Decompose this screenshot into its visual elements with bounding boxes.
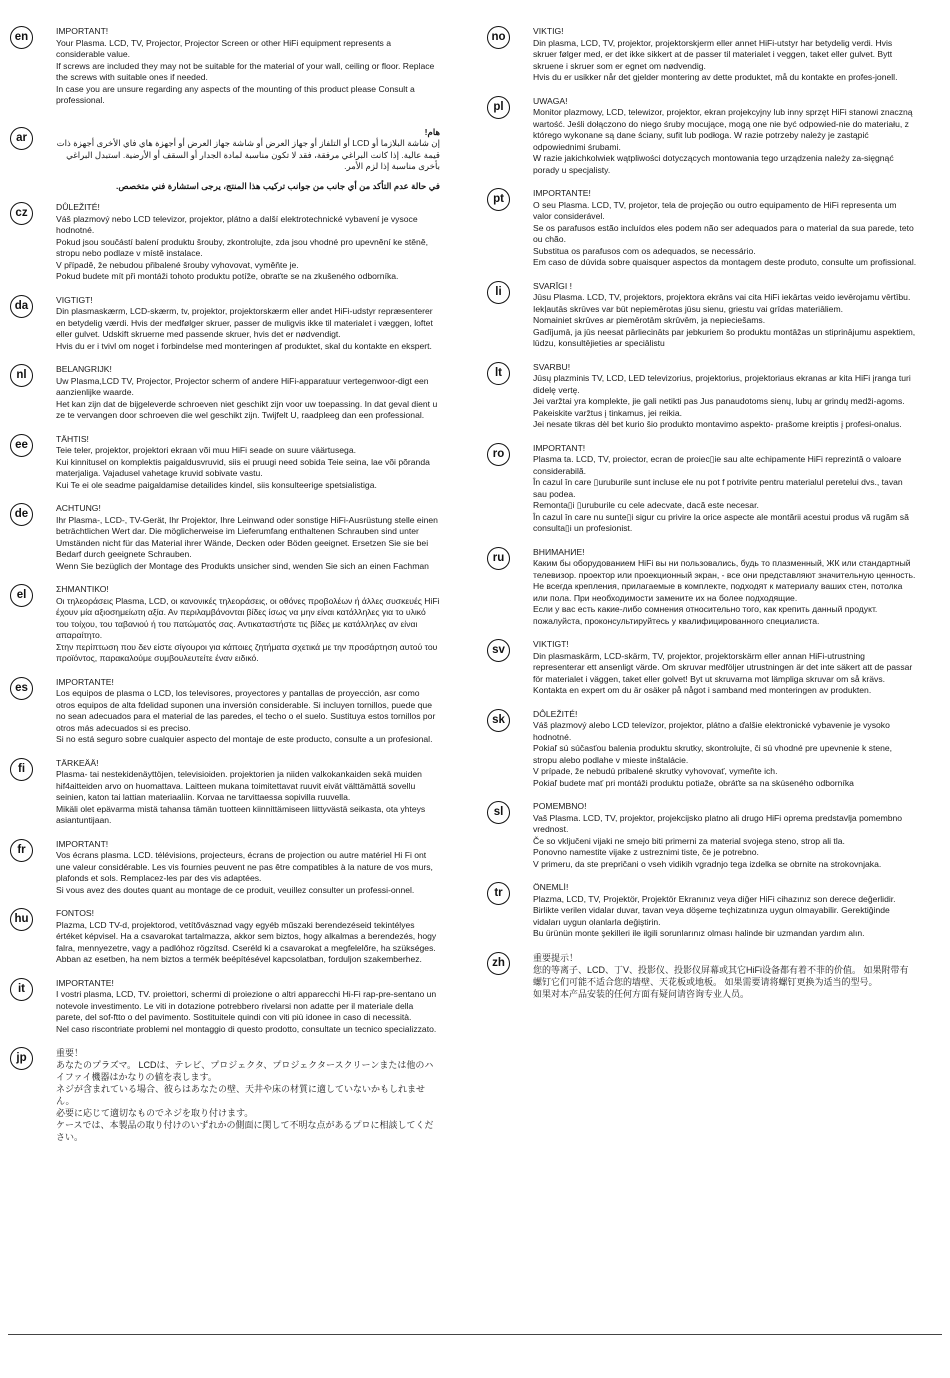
warning-block-hu <box>10 908 440 966</box>
warning-paragraph: Monitor plazmowy, LCD, telewizor, projektor, ekran projekcyjny lub inny sprzęt HiFi stanowi znaczną wartość. Jeśli dołączono do niego śruby mocujące, mogą one nie być odpowied-nie do materiału, z którego wykonane są dane ściany, sufit lub podłoga. W razie potrzeby należy je zastąpić odpowiednimi śrubami. <box>533 107 913 152</box>
warning-text <box>56 503 440 572</box>
warning-paragraph: Het kan zijn dat de bijgeleverde schroeven niet geschikt zijn voor uw toepassing. In dat geval dient u ze te vervangen door schroeven die wel geschikt zijn. Twijfelt U, raadpleeg dan een professional. <box>56 398 438 420</box>
warning-paragraph: Pokiaľ budete mať pri montáži produktu potiaže, obráťte sa na skúseného odborníka <box>533 777 854 788</box>
warning-heading: IMPORTANTE! <box>56 676 114 687</box>
language-code-badge: ee <box>10 434 33 457</box>
warning-block-sv <box>487 639 917 697</box>
warning-text <box>56 839 440 897</box>
warning-paragraph: Wenn Sie bezüglich der Montage des Produkts unsicher sind, wenden Sie sich an einen Fachman <box>56 560 429 571</box>
language-code-badge: fi <box>10 758 33 781</box>
warning-paragraph: Se os parafusos estão incluídos eles podem não ser adequados para o material da sua parede, teto ou chão. <box>533 222 914 244</box>
warning-heading: هام! <box>424 126 440 137</box>
language-code-badge: nl <box>10 364 33 387</box>
warning-heading: DÔLEŽITÉ! <box>533 708 578 719</box>
warning-paragraph: Si vous avez des doutes quant au montage de ce produit, veuillez consulter un professi-onnel. <box>56 884 415 895</box>
warning-paragraph: În cazul în care nu sunte▯i sigur cu privire la orice aspecte ale montării acestui produs vă rugăm să consulta▯i un profesionist. <box>533 511 909 533</box>
warning-paragraph: Em caso de dúvida sobre quaisquer aspectos da montagem deste produto, consulte um profissional. <box>533 257 917 267</box>
warning-heading: IMPORTANTE! <box>56 977 114 988</box>
warning-block-jp <box>10 1047 440 1143</box>
warning-heading: SVARĪGI ! <box>533 280 572 291</box>
warning-heading: IMPORTANTE! <box>533 188 591 198</box>
warning-paragraph: Uw Plasma,LCD TV, Projector, Projector scherm of andere HiFi-apparatuur vertegenwoor-digt een aanzienlijke waarde. <box>56 375 429 397</box>
warning-text <box>533 639 917 697</box>
warning-paragraph: Remonta▯i ▯uruburile cu cele adecvate, dacă este necesar. <box>533 500 759 510</box>
warning-paragraph: إن شاشة البلازما أو LCD أو التلفاز أو جهاز العرض أو شاشة جهاز العرض أو أجهزة هاي فاي الأخرى أجهزة ذات قيمة عالية. إذا كانت البراغي مرفقة، فقد لا تكون مناسبة لمادة الجدار أو السقف أو الأرضية. استبدل البراغي بأخرى مناسبة إذا لزم الأمر. <box>56 138 440 171</box>
warning-paragraph: Substitua os parafusos com os adequados, se necessário. <box>533 245 756 256</box>
warning-paragraph: Váš plazmový nebo LCD televizor, projektor, plátno a další elektrotechnické vybavení je vysoce hodnotné. <box>56 213 418 235</box>
warning-paragraph: 必要に応じて適切なものでネジを取り付けます。 <box>56 1108 254 1118</box>
warning-block-ar <box>10 127 440 193</box>
warning-block-lt <box>487 362 917 431</box>
warning-heading: VIKTIG! <box>533 26 564 36</box>
warning-block-ee <box>10 434 440 492</box>
warning-block-li <box>487 281 917 350</box>
warning-heading: ÖNEMLİ! <box>533 882 569 892</box>
warning-paragraph: O seu Plasma. LCD, TV, projetor, tela de projeção ou outro equipamento de HiFi representa um valor considerável. <box>533 199 897 221</box>
warning-text <box>533 709 917 790</box>
warning-block-ru <box>487 547 917 628</box>
warning-block-cz <box>10 202 440 283</box>
language-code-badge: it <box>10 978 33 1001</box>
warning-block-it <box>10 978 440 1036</box>
warning-block-nl <box>10 364 440 422</box>
language-code-badge: ar <box>10 127 33 150</box>
warning-paragraph: ケースでは、本製品の取り付けのいずれかの側面に関して不明な点があるプロに相談してください。 <box>56 1120 434 1142</box>
warning-paragraph: Teie teler, projektor, projektori ekraan või muu HiFi seade on suure väärtusega. <box>56 445 356 455</box>
warning-paragraph: 您的等离子、LCD、丁V、投影仪、投影仪屏幕或其它HiFi设备都有着不菲的价值。 如果附带有螺钉它们可能不适合您的墙壁、天花板或地板。 如果需要请将螺钉更换为适当的型号。 <box>533 964 909 987</box>
warning-heading: BELANGRIJK! <box>56 364 112 374</box>
warning-block-el <box>10 584 440 665</box>
warning-paragraph: 如果对本产品安装的任何方面有疑问请咨询专业人员。 <box>533 988 750 999</box>
warning-paragraph: Your Plasma. LCD, TV, Projector, Projector Screen or other HiFi equipment represents a considerable value. <box>56 37 391 59</box>
warning-block-zh <box>487 952 917 1000</box>
warning-paragraph: Din plasmaskärm, LCD-skärm, TV, projektor, projektorskärm eller annan HiFi-utrustning representerar ett ansenligt värde. Om skruvar medföljer utrustningen är det inte säkert att de passar för materialet i väggen, taket eller golvet! Byt ut skruvarna mot lämpliga skruvar om så krävs. Kontakta en expert om du är osäker på något i samband med monteringen av produkten. <box>533 650 913 695</box>
language-code-badge: pt <box>487 188 510 211</box>
warning-heading: ВНИМАНИЕ! <box>533 546 585 557</box>
warning-text <box>56 26 440 107</box>
warning-text <box>56 434 440 492</box>
warning-text <box>533 443 917 535</box>
warning-heading: ΣΗΜΑΝΤΙΚΟ! <box>56 584 109 594</box>
warning-paragraph: Pokud budete mít při montáži tohoto produktu potíže, obraťte se na zkušeného odborníka. <box>56 271 399 281</box>
warning-paragraph: Каким бы оборудованием HiFi вы ни пользовались, будь то плазменный, ЖК или стандартный телевизор. проектор или проекционный экран, - все они представляют значительную ценность. Не всегда крепления, прилагаемые в комплекте, подходят к материалу ваших стен, потолка или пола. При необходимости замените их на более подходящие. <box>533 558 916 603</box>
warning-heading: FONTOS! <box>56 908 95 918</box>
warning-paragraph: ネジが含まれている場合、彼らはあなたの壁、天井や床の材質に適していないかもしれません。 <box>56 1084 426 1106</box>
warning-paragraph: V prípade, že nebudú pribalené skrutky vyhovovať, vymeňte ich. <box>533 766 778 776</box>
warning-text <box>56 202 440 283</box>
language-code-badge: cz <box>10 202 33 225</box>
warning-text <box>533 26 917 84</box>
warning-paragraph: Gadījumā, ja jūs neesat pārliecināts par jebkuriem šo produktu montāžas un stiprinājumu aspektiem, lūdzu, konsultējieties ar speciālistu <box>533 326 916 348</box>
warning-block-es <box>10 677 440 746</box>
warning-paragraph: Jūsu Plasma. LCD, TV, projektors, projektora ekrāns vai cita HiFi iekārtas veido ievērojamu vērtību. <box>533 292 911 302</box>
warning-paragraph: Če so vključeni vijaki ne smejo biti primerni za material svojega steno, strop ali tla. <box>533 835 845 846</box>
language-code-badge: ro <box>487 443 510 466</box>
warning-text <box>56 677 440 746</box>
language-code-badge: sl <box>487 801 510 824</box>
warning-paragraph: Din plasma, LCD, TV, projektor, projektorskjerm eller annet HiFi-utstyr har betydelig verdi. Hvis skruer følger med, er det ikke sikkert at de passer til materialet i veggen, taket eller gulvet. Bytt skruene i skruer som er egnet om nødvendig. <box>533 37 893 71</box>
language-code-badge: da <box>10 295 33 318</box>
warning-paragraph: Οι τηλεοράσεις Plasma, LCD, οι κανονικές τηλεοράσεις, οι οθόνες προβολέων ή άλλες συσκευές HiFi έχουν μία αξιοσημείωτη αξία. Αν περιλαμβάνονται βίδες ίσως να μην είναι κατάλληλες για το υλικό του τοίχου, του ταβανιού ή του πατώματός σας. Αντικαταστήστε τις βίδες με κατάλληλες αν είναι απαραίτητο. <box>56 595 440 640</box>
warning-block-fr <box>10 839 440 897</box>
warning-text <box>56 584 440 665</box>
warning-paragraph: Pokud jsou součástí balení produktu šrouby, zkontrolujte, zda jsou vhodné pro upevnění ke stěně, stropu nebo podlaze v místě instalace. <box>56 236 428 258</box>
warning-text <box>533 96 917 177</box>
warning-paragraph: Bu ürünün monte şekilleri ile ilgili sorunlarınız olması halinde bir uzmandan yardım alın. <box>533 928 865 938</box>
warning-heading: POMEMBNO! <box>533 801 587 811</box>
warning-block-tr <box>487 882 917 940</box>
footer-divider <box>8 1334 942 1335</box>
warning-heading: IMPORTANT! <box>56 26 109 36</box>
warning-text <box>56 127 440 193</box>
warning-heading: VIGTIGT! <box>56 294 93 305</box>
warning-block-sl <box>487 801 917 870</box>
language-code-badge: tr <box>487 882 510 905</box>
warning-block-da <box>10 295 440 353</box>
warning-paragraph: Iekļautās skrūves var būt nepiemērotas jūsu sienu, griestu vai grīdas materiāliem. <box>533 303 843 314</box>
warning-heading: IMPORTANT! <box>56 838 109 849</box>
warning-text <box>56 295 440 353</box>
warning-block-ro <box>487 443 917 535</box>
warning-heading: 重要！ <box>56 1048 84 1058</box>
warning-paragraph: Plasma ta. LCD, TV, proiector, ecran de proiec▯ie sau alte echipamente HiFi reprezintă o valoare considerabilă. <box>533 454 902 476</box>
warning-block-de <box>10 503 440 572</box>
warning-block-en <box>10 26 440 107</box>
warning-paragraph: Vos écrans plasma. LCD. télévisions, projecteurs, écrans de projection ou autre matériel Hi Fi ont une valeur considérable. Les vis fournies peuvent ne pas être compatibles à la nature de vos murs, plafonds et sols. Remplacez-les par des vis adaptées. <box>56 850 433 883</box>
warning-text <box>533 362 917 431</box>
language-code-badge: en <box>10 26 33 49</box>
right-column <box>487 26 917 1000</box>
warning-text <box>533 801 917 870</box>
language-code-badge: el <box>10 584 33 607</box>
warning-paragraph: Hvis du er usikker når det gjelder montering av dette produktet, må du kontakte en profes-jonell. <box>533 72 898 82</box>
warning-text <box>533 281 917 350</box>
language-code-badge: de <box>10 503 33 526</box>
warning-paragraph: Если у вас есть какие-либо сомнения относительно того, как крепить данный продукт. пожалуйста, проконсультируйтесь у квалифицированного специалиста. <box>533 604 878 626</box>
warning-paragraph: Vaš Plasma. LCD, TV, projektor, projekcijsko platno ali drugo HiFi oprema predstavlja pomembno vrednost. <box>533 812 903 834</box>
language-code-badge: no <box>487 26 510 49</box>
warning-heading: 重要提示！ <box>533 952 579 963</box>
warning-paragraph: Mikäli olet epävarma mistä tahansa tämän tuotteen kiinnittämiseen liittyvästä seikasta, ota yhteys asiantuntijaan. <box>56 803 426 825</box>
warning-paragraph: If screws are included they may not be suitable for the material of your wall, ceiling or floor. Replace the screws with suitable ones if needed. <box>56 60 435 82</box>
warning-heading: ACHTUNG! <box>56 503 101 513</box>
warning-paragraph: V primeru, da ste prepričani o vseh vidikih vgradnjo tega izdelka se obrnite na strokovnjaka. <box>533 858 882 869</box>
language-code-badge: hu <box>10 908 33 931</box>
warning-text <box>533 882 917 940</box>
warning-paragraph: Jei nesate tikras dėl bet kurio šio produkto montavimo aspekto- prašome kreiptis į profesi-onalus. <box>533 419 902 429</box>
warning-paragraph: Hvis du er i tvivl om noget i forbindelse med monteringen af produktet, skal du kontakte en ekspert. <box>56 340 432 351</box>
language-code-badge: zh <box>487 952 510 975</box>
warning-heading: SVARBU! <box>533 361 571 372</box>
language-code-badge: ru <box>487 547 510 570</box>
language-code-badge: fr <box>10 839 33 862</box>
warning-paragraph: În cazul în care ▯uruburile sunt incluse ele nu pot f potrivite pentru materialul peretelui dvs., tavan sau podea. <box>533 477 903 499</box>
warning-text <box>533 952 917 1000</box>
warning-paragraph: Ponovno namestite vijake z ustreznimi tiste, če je potrebno. <box>533 847 759 857</box>
warning-paragraph: Pakeiskite varžtus į tinkamus, jei reikia. <box>533 407 683 418</box>
warning-block-no <box>487 26 917 84</box>
warning-paragraph: Plasma- tai nestekidenäyttöjen, televisioiden. projektorien ja niiden valkokankaiden sekä muiden hif4aitteiden arvo on huomattava. Laitteen mukana toimitettavat ruuvit eivät välttämättä sovellu seinien, katon tai lattian materiaaliin. Korvaa ne tarvittaessa sopivilla ruuvella. <box>56 769 422 802</box>
warning-heading: UWAGA! <box>533 95 568 106</box>
warning-paragraph: あなたのプラズマ。 LCDは、テレビ、プロジェクタ、プロジェクタースクリーンまたは他のハイファイ機器はかなりの値を表します。 <box>56 1060 434 1082</box>
warning-heading: TÄHTIS! <box>56 433 89 444</box>
warning-paragraph: Στην περίπτωση που δεν είστε σίγουροι για κάποιες ζητήματα σχετικά με την προσάρτηση αυτού του προϊόντος, παρακαλούμε συμβουλευτείτε έναν ειδικό. <box>56 641 438 663</box>
warning-text <box>56 908 440 966</box>
warning-consult-line: في حالة عدم التأكد من أي جانب من جوانب تركيب هذا المنتج، يرجى استشارة فني متخصص. <box>115 180 440 191</box>
warning-paragraph: Los equipos de plasma o LCD, los televisores, proyectores y pantallas de proyección, asr como otros equipos de alta fdelidad suponen una inversión considerable. Si incluyen tornillos, puede que no sean adecuados para el material de las paredes, el techo o el suelo. Sustituya estos tornillos por otros más adecuados si es preciso. <box>56 688 436 733</box>
warning-heading: VIKTIGT! <box>533 639 569 649</box>
language-code-badge: pl <box>487 96 510 119</box>
warning-paragraph: Kui Te ei ole seadme paigaldamise detailides kindel, siis konsulteerige spetsialistiga. <box>56 479 377 490</box>
warning-text <box>533 188 917 269</box>
warning-paragraph: W razie jakichkolwiek wątpliwości dotyczących montowania tego urządzenia należy za-sięgnąć porady u specjalisty. <box>533 153 894 175</box>
warning-block-fi <box>10 758 440 827</box>
warning-paragraph: Pokiaľ sú súčasťou balenia produktu skrutky, skontrolujte, či sú vhodné pre upevnenie k stene, stropu alebo podlahe v mieste inštalácie. <box>533 743 893 765</box>
warning-paragraph: Váš plazmový alebo LCD televízor, projektor, plátno a ďalšie elektronické vybavenie je vysoko hodnotné. <box>533 720 890 742</box>
warning-paragraph: Kui kinnitusel on komplektis paigaldusvruvid, siis ei pruugi need sobida Teie seina, lae või põranda materjaliga. Vajadusel vahetage kruvid sobivate vastu. <box>56 456 430 478</box>
warning-paragraph: In case you are unsure regarding any aspects of the mounting of this product please Consult a professional. <box>56 83 415 105</box>
warning-text <box>533 547 917 628</box>
language-code-badge: es <box>10 677 33 700</box>
warning-text <box>56 364 440 422</box>
language-code-badge: sv <box>487 639 510 662</box>
warning-text <box>56 758 440 827</box>
warning-paragraph: Ihr Plasma-, LCD-, TV-Gerät, Ihr Projektor, Ihre Leinwand oder sonstige HiFi-Ausrüstung stelle einen beträchtlichen Wert dar. Die möglicherweise im Lieferumfang enthaltenen Schrauben sind unter Umständen nicht für das Material ihrer Wände, Decken oder Böden geeignet. Ersetzen Sie sie bei Bedarf durch geeignete Schrauben. <box>56 514 438 559</box>
warning-block-pl <box>487 96 917 177</box>
warning-paragraph: Plazma, LCD, TV, Projektör, Projektör Ekranınız veya diğer HiFi cihazınız son derece değerlidir. Birlikte verilen vidalar duvar, tavan veya döşeme teçhizatınıza uygun olmayabilir. Gerektiğinde vidaları uygun olanlarla değiştirin. <box>533 893 896 927</box>
language-code-badge: li <box>487 281 510 304</box>
warning-text <box>56 978 440 1036</box>
warning-block-sk <box>487 709 917 790</box>
warning-paragraph: I vostri plasma, LCD, TV. proiettori, schermi di proiezione o altri apparecchi Hi-Fi rap-pre-sentano un notevole investimento. Le viti in dotazione potrebbero rivelarsi non adatte per il materiale della parete, del sof-ftto o del pavimento. Sostituitele quindi con viti più idonee in caso di necessità. <box>56 989 437 1022</box>
warning-heading: TÄRKEÄÄ! <box>56 757 99 768</box>
warning-paragraph: Nel caso riscontriate problemi nel montaggio di questo prodotto, consultate un tecnico specializzato. <box>56 1023 437 1034</box>
warning-paragraph: Jūsų plazminis TV, LCD, LED televizorius, projektorius, projektoriaus ekranas ar kita HiFi įranga turi didelę vertę. <box>533 373 911 395</box>
warning-paragraph: Jei varžtai yra komplekte, jie gali netikti pas Jus panaudotoms sienų, lubų ar grindų medži-agoms. <box>533 396 905 406</box>
language-code-badge: lt <box>487 362 510 385</box>
warning-paragraph: Si no está seguro sobre cualquier aspecto del montaje de este producto, consulte a un profesional. <box>56 734 433 744</box>
warning-paragraph: Din plasmaskærm, LCD-skærm, tv, projektor, projektorskærm eller andet HiFi-udstyr repræsenterer en betydelig værdi. Hvis der medfølger skruer, passer de muligvis ikke til materialet i væggen, loftet eller gulvet. Udskift skruerne med passende skruer, hvis det er nødvendigt. <box>56 306 433 339</box>
warning-block-pt <box>487 188 917 269</box>
language-code-badge: jp <box>10 1047 33 1070</box>
left-column <box>10 26 440 1143</box>
warning-heading: DŮLEŽITÉ! <box>56 202 100 212</box>
warning-paragraph: Nomainiet skrūves ar piemērotām skrūvēm, ja nepieciešams. <box>533 315 766 325</box>
warning-paragraph: Plazma, LCD TV-d, projektorod, vetítővásznad vagy egyéb műszaki berendezéseid tekintélyes értéket képvisel. Ha a csavarokat tartalmazza, akkor sem biztos, hogy alkalmas a berendezés, hogy falra, mennyezetre, vagy a padlóhoz rögzítsd. Cseréld ki a csavarokat a megfelelőre, ha szükséges. Abban az esetben, ha nem biztos a termék beépítésével kapcsolatban, forduljon szakemberhez. <box>56 919 437 964</box>
warning-paragraph: V případě, že nebudou přibalené šrouby vyhovovat, vyměňte je. <box>56 259 299 270</box>
warning-text <box>56 1047 440 1143</box>
language-code-badge: sk <box>487 709 510 732</box>
warning-heading: IMPORTANT! <box>533 442 586 453</box>
